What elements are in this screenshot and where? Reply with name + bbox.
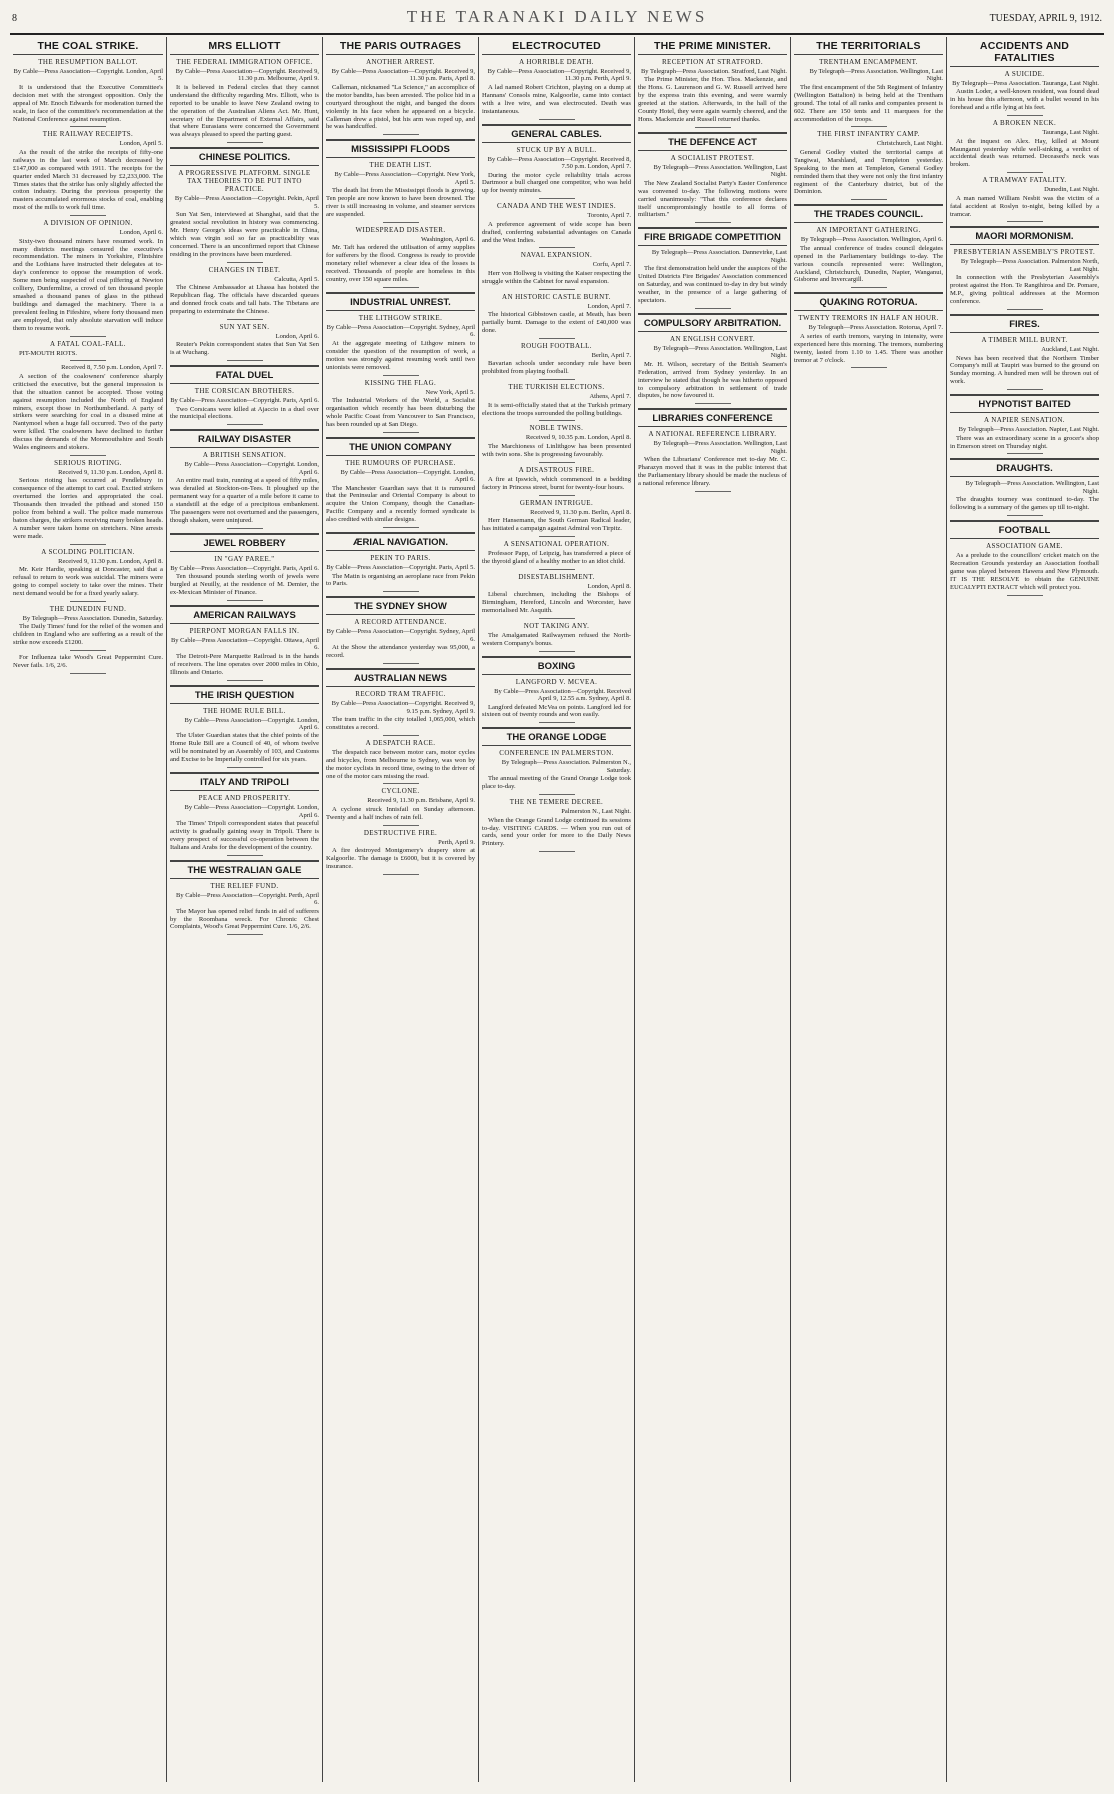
article-dateline: By Cable—Press Association—Copyright. Pekin, April 5.: [174, 195, 319, 210]
article-subheading: TWENTY TREMORS IN HALF AN HOUR.: [798, 314, 939, 323]
article-subheading: AN HISTORIC CASTLE BURNT.: [502, 292, 611, 301]
article-subheading: SERIOUS RIOTING.: [54, 458, 122, 467]
article-body: A section of the coalowners' conference sharply criticised the executive, but the general impression is that the situation cannot be accepted. Those voting against resumption included the North of England miners, except those in Northumberland. A party of strikers were searching for coal in a disused mine at Nantymoel when a huge fall occurred. Two of the party were killed. The coalowners have declined to further discuss the demands of the Monmouthshire and South Wales engineers and stokers.: [13, 372, 163, 452]
article-divider: [383, 222, 419, 223]
article-body: News has been received that the Northern Timber Company's mill at Taupiri was burned to the ground on Sunday morning. A hundred men will be thrown out of work.: [950, 354, 1099, 386]
article-dateline: Received 9, 10.35 p.m. London, April 8.: [525, 434, 631, 442]
article-dateline: By Telegraph—Press Association. Palmerston North, Last Night.: [960, 258, 1099, 273]
article-body: During the motor cycle reliability trials across Dartmoor a bull charged one competitor, who was held up for twenty minutes.: [482, 171, 631, 195]
article-subheading: CANADA AND THE WEST INDIES.: [496, 202, 617, 211]
article-dateline: By Cable—Press Association—Copyright. Paris, April 5.: [326, 564, 475, 572]
article-divider: [539, 851, 575, 852]
article-body: The Ulster Guardian states that the chief points of the Home Rule Bill are a Council of 40, of whom twelve will be nominated by an Assembly of 103, and Customs and Excise to be Imperially controlled for six years.: [170, 732, 319, 764]
article-subheading: LANGFORD V. MCVEA.: [515, 677, 598, 686]
newspaper-title: THE TARANAKI DAILY NEWS: [406, 7, 708, 26]
article-subheading: A DIVISION OF OPINION.: [43, 219, 133, 228]
article-divider: [70, 336, 106, 337]
article-divider: [1007, 515, 1043, 516]
newspaper-page: [10, 5, 1104, 1784]
article-divider: [539, 420, 575, 421]
article-dateline: By Cable—Press Association—Copyright. London, April 6.: [184, 716, 319, 731]
article-dateline: London, April 6.: [275, 332, 319, 340]
article-dateline: Dunedin, Last Night.: [1044, 186, 1099, 194]
article-subheading: THE NE TEMERE DECREE.: [509, 798, 604, 807]
article-subheading: NOBLE TWINS.: [529, 424, 584, 433]
article-subheading: KISSING THE FLAG.: [364, 378, 437, 387]
article-divider: [539, 722, 575, 723]
article-body: Two Corsicans were killed at Ajaccio in a duel over the municipal elections.: [170, 405, 319, 421]
article-body: The Industrial Workers of the World, a Socialist organisation which recently has been disturbing the whole Pacific Coast from Vancouver to San Francisco, has been rounded up at San Diego.: [326, 396, 475, 428]
section-heading: THE DEFENCE ACT: [638, 132, 787, 151]
article-body: In connection with the Presbyterian Assembly's protest against the Hon. Te Rangihiroa and Dr. Pomare, M.P., giving political addresses at the Mormon conference.: [950, 274, 1099, 306]
article-body: The Matin is organising an aeroplane race from Pekin to Paris.: [326, 572, 475, 588]
article-dateline: Berlin, April 7.: [591, 351, 631, 359]
section-heading: THE SYDNEY SHOW: [326, 596, 475, 615]
article-body: Bavarian schools under secondary rule have been prohibited from playing football.: [482, 360, 631, 376]
article-dateline: By Telegraph—Press Association. Rotorua, April 7.: [808, 324, 943, 332]
section-heading: COMPULSORY ARBITRATION.: [638, 313, 787, 332]
article-subheading: ROUGH FOOTBALL.: [521, 341, 592, 350]
article-body: A fire at Ipswich, which commenced in a bedding factory in Princess street, burnt for twenty-four hours.: [482, 475, 631, 491]
article-body: The Chinese Ambassador at Lhassa has hoisted the Republican flag. The officials have discarded queues and donned frock coats and tall hats. The Tibetans are preparing to exterminate the Chinese.: [170, 284, 319, 315]
article-dateline: By Telegraph—Press Association. Wellington, Last Night.: [653, 163, 787, 179]
article-subheading: A BROKEN NECK.: [992, 119, 1057, 128]
masthead: [10, 5, 1104, 35]
section-heading: THE TRADES COUNCIL.: [794, 204, 943, 223]
article-body: The tram traffic in the city totalled 1,065,000, which constitutes a record.: [326, 716, 475, 731]
article-divider: [695, 491, 731, 492]
section-heading: MAORI MORMONISM.: [950, 226, 1099, 245]
article-divider: [1007, 595, 1043, 596]
article-divider: [70, 126, 106, 127]
article-body: It is believed in Federal circles that they cannot understand the difficulty regarding Mrs. Elliott, who is reported to be unable to leave New Zealand owing to the operation of the Australian Aliens Act. Mr. Hunt, secretary of the Department of External Affairs, said that where Eurasians were concerned the Government was always pleased to speed the parting guest.: [170, 83, 319, 139]
article-divider: [383, 287, 419, 288]
article-subheading: A DISASTROUS FIRE.: [518, 465, 595, 474]
article-subheading: THE FIRST INFANTRY CAMP.: [817, 130, 920, 139]
article-subheading: THE DUNEDIN FUND.: [49, 604, 127, 613]
article-divider: [227, 528, 263, 529]
article-subheading: THE FEDERAL IMMIGRATION OFFICE.: [176, 58, 313, 66]
article-dateline: By Cable—Press Association—Copyright. Received 9, 9.15 p.m. Sydney, April 9.: [331, 700, 475, 715]
article-dateline: London, April 7.: [587, 302, 631, 310]
article-body: Professor Papp, of Leipzig, has transferred a piece of the thyroid gland of a healthy mother to an idiot child.: [482, 549, 631, 565]
article-divider: [539, 569, 575, 570]
article-subheading: A SCOLDING POLITICIAN.: [41, 547, 135, 556]
article-dateline: By Cable—Press Association—Copyright. Received 8, 7.50 p.m. London, April 7.: [487, 155, 631, 171]
section-heading: AMERICAN RAILWAYS: [170, 605, 319, 624]
issue-date: TUESDAY, APRIL 9, 1912.: [989, 13, 1102, 24]
article-subheading: DESTRUCTIVE FIRE.: [363, 828, 438, 837]
article-divider: [851, 287, 887, 288]
article-dateline: By Cable—Press Association—Copyright. Sydney, April 6.: [326, 628, 475, 643]
article-subheading: PRESBYTERIAN ASSEMBLY'S PROTEST.: [953, 248, 1096, 257]
article-divider: [383, 825, 419, 826]
article-dateline: Corfu, April 7.: [592, 261, 631, 269]
article-divider: [1007, 221, 1043, 222]
news-column: [790, 37, 946, 1782]
section-heading: FIRES.: [950, 314, 1099, 333]
article-body: An entire mail train, running at a speed of fifty miles, was derailed at Stockton-on-Tees. It ploughed up the permanent way for a quarter of a mile before it came to a standstill at the edge of a precipitous embankment. The passengers were not overturned and the passengers, though shaken, were uninjured.: [170, 477, 319, 524]
article-divider: [539, 338, 575, 339]
column-heading: THE COAL STRIKE.: [13, 37, 163, 55]
column-heading: THE PRIME MINISTER.: [638, 37, 787, 55]
article-body: Austin Loder, a well-known resident, was found dead in his house this afternoon, with a bullet wound in his forehead and a rifle lying at his feet.: [950, 88, 1099, 112]
column-heading: ACCIDENTS AND FATALITIES: [950, 37, 1099, 67]
article-divider: [695, 403, 731, 404]
article-body: A fire destroyed Montgomery's drapery store at Kalgoorlie. The damage is £6000, but it is covered by insurance.: [326, 847, 475, 871]
article-divider: [539, 651, 575, 652]
section-heading: LIBRARIES CONFERENCE: [638, 408, 787, 427]
article-dateline: Calcutta, April 5.: [274, 275, 319, 283]
article-body: Sixty-two thousand miners have resumed work. In many districts meetings censured the executive's recommendation. The miners in Yorkshire, Flintshire and the Lothians have instructed their delegates at to-day's conference to oppose the resumption of work. Some men being suspected of coal pilfering at Newton colliery, Dunfermline, a crowd of ten thousand people smashed a thousand panes of glass in the pithead buildings and damaged the machinery. There is a prevalent feeling in Fifeshire, where forty thousand men are employed, that only absolute starvation will induce them to resume work.: [13, 237, 163, 332]
article-dateline: By Telegraph—Press Association. Wellington, Last Night.: [809, 68, 943, 83]
article-dateline: Received 9, 11.30 p.m. Berlin, April 8.: [530, 508, 631, 516]
article-subheading: THE RAILWAY RECEIPTS.: [42, 130, 134, 139]
article-divider: [70, 455, 106, 456]
article-divider: [383, 432, 419, 433]
article-body: A series of earth tremors, varying in intensity, were experienced here this morning. The tremors, numbering twenty, lasted from 1.10 to 1.45. There was another tremor at 7 o'clock.: [794, 332, 943, 364]
section-heading: MISSISSIPPI FLOODS: [326, 139, 475, 158]
article-body: The first encampment of the 5th Regiment of Infantry (Wellington Battalion) is being held at the Trentham ground. The total of all ranks and companies present is 602. There are 150 tents and 11 marquees for the accommodation of the troops.: [794, 83, 943, 123]
section-heading: THE ORANGE LODGE: [482, 727, 631, 746]
article-subheading: A SENSATIONAL OPERATION.: [503, 539, 610, 548]
article-divider: [1007, 453, 1043, 454]
article-body: At the aggregate meeting of Lithgow miners to consider the question of the resumption of work, a motion was strongly against resuming work until two unionists were removed.: [326, 339, 475, 371]
article-subheading: A BRITISH SENSATION.: [202, 451, 287, 460]
article-body: The Amalgamated Railwaymen refused the North-western Company's bonus.: [482, 631, 631, 647]
article-subheading: THE RESUMPTION BALLOT.: [38, 58, 138, 66]
article-subheading: RECEPTION AT STRATFORD.: [661, 58, 764, 66]
article-body: The Detroit-Pere Marquette Railroad is in the hands of receivers. The line operates over 2000 miles in Ohio, Illinois and Ontario.: [170, 652, 319, 676]
article-dateline: By Cable—Press Association—Copyright. Ottawa, April 6.: [170, 636, 319, 652]
article-divider: [383, 591, 419, 592]
article-body: It is semi-officially stated that at the Turkish primary elections the troops surrounded the polling buildings.: [482, 401, 631, 417]
article-divider: [70, 544, 106, 545]
article-dateline: By Cable—Press Association—Copyright. Sydney, April 6.: [326, 323, 475, 339]
article-dateline: By Telegraph—Press Association. Dunedin, Saturday.: [22, 614, 163, 622]
article-dateline: By Telegraph—Press Association. Napier, Last Night.: [958, 426, 1099, 434]
section-heading: JEWEL ROBBERY: [170, 533, 319, 552]
article-subheading: A PROGRESSIVE PLATFORM. SINGLE TAX THEORIES TO BE PUT INTO PRACTICE.: [178, 169, 311, 194]
article-divider: [70, 650, 106, 651]
article-body: At the inquest on Alex. Hay, killed at Mount Maunganui yesterday while well-sinking, a verdict of accidental death was returned. Deceased's neck was broken.: [950, 137, 1099, 169]
article-dateline: Received 9, 11.30 p.m. London, April 8.: [58, 468, 163, 476]
section-heading: RAILWAY DISASTER: [170, 429, 319, 448]
article-subheading: THE LITHGOW STRIKE.: [358, 313, 443, 322]
article-subheading: A RECORD ATTENDANCE.: [354, 618, 447, 627]
article-subheading: THE RELIEF FUND.: [210, 881, 279, 890]
article-subheading: PEACE AND PROSPERITY.: [198, 794, 291, 803]
article-divider: [227, 855, 263, 856]
article-subheading: PIERPONT MORGAN FALLS IN.: [189, 626, 300, 635]
article-divider: [70, 673, 106, 674]
article-dateline: New York, April 5.: [425, 388, 475, 396]
article-dateline: By Cable—Press Association—Copyright. Received April 9, 12.55 a.m. Sydney, April 8.: [494, 687, 631, 703]
article-dateline: By Telegraph—Press Association. Palmerston N., Saturday.: [501, 759, 631, 774]
article-body: For Influenza take Wood's Great Peppermint Cure. Never fails. 1/6, 2/6.: [13, 653, 163, 669]
column-heading: THE PARIS OUTRAGES: [326, 37, 475, 55]
article-subheading: AN IMPORTANT GATHERING.: [816, 226, 921, 235]
article-divider: [383, 134, 419, 135]
article-divider: [70, 601, 106, 602]
article-dateline: By Cable—Press Association—Copyright. Paris, April 6.: [170, 397, 319, 405]
section-heading: FATAL DUEL: [170, 365, 319, 384]
article-dateline: By Telegraph—Press Association. Stratford, Last Night.: [640, 68, 787, 75]
article-subheading: A DESPATCH RACE.: [365, 738, 436, 747]
article-body: Mr. Keir Hardie, speaking at Doncaster, said that a refusal to return to work was suicidal. The miners were going to compel society to take over the mines. Their next demand would be for a fixed yearly salary.: [13, 566, 163, 597]
article-body: The Daily Times' fund for the relief of the women and children in England who are suffering as a result of the strike now exceeds £1200.: [13, 623, 163, 647]
news-column: [478, 37, 634, 1782]
article-divider: [227, 680, 263, 681]
article-divider: [383, 874, 419, 875]
article-divider: [539, 794, 575, 795]
section-heading: FIRE BRIGADE COMPETITION: [638, 227, 787, 246]
section-heading: GENERAL CABLES.: [482, 124, 631, 143]
article-body: General Godley visited the territorial camps at Tangiwai, Marshland, and Templeton yesterday. Speaking to the men at Templeton, General Godley reminded them that they were not only the first infantry regiment of the Canterbury district, but of the Dominion.: [794, 148, 943, 196]
article-body: Herr von Hollweg is visiting the Kaiser respecting the struggle within the Cabinet for naval expansion.: [482, 269, 631, 285]
article-dateline: By Cable—Press Association—Copyright. Received 9, 11.30 p.m. Melbourne, April 9.: [175, 68, 319, 83]
section-heading: INDUSTRIAL UNREST.: [326, 292, 475, 311]
article-dateline: By Cable—Press Association—Copyright. London, April 6.: [340, 468, 475, 484]
article-subheading: TRENTHAM ENCAMPMENT.: [819, 58, 918, 66]
article-dateline: Received 9, 11.30 p.m. London, April 8.: [58, 557, 163, 565]
article-divider: [227, 262, 263, 263]
article-body: Serious rioting has occurred at Pendlebury in consequence of the attempt to cart coal. Excited strikers overturned the lorries and appropriated the coal. Thousands then invaded the pithead and stoned 150 police from behind a wall. The police made numerous baton charges, the strikers receiving many broken heads. A number were taken home on stretchers. Nine arrests were made.: [13, 477, 163, 540]
section-heading: HYPNOTIST BAITED: [950, 394, 1099, 413]
article-divider: [539, 536, 575, 537]
article-dateline: London, April 8.: [587, 582, 631, 590]
article-divider: [539, 198, 575, 199]
article-subheading: THE TURKISH ELECTIONS.: [508, 383, 605, 392]
page-number: 8: [12, 13, 17, 24]
article-subheading: A SOCIALIST PROTEST.: [670, 153, 755, 162]
article-subheading: ANOTHER ARREST.: [366, 58, 435, 66]
article-divider: [1007, 309, 1043, 310]
article-divider: [383, 783, 419, 784]
article-dateline: Toronto, April 7.: [587, 212, 631, 220]
article-subheading: A NATIONAL REFERENCE LIBRARY.: [648, 430, 777, 439]
article-body: Calleman, nicknamed "La Science," an accomplice of the motor bandits, has been arrested. The police hid in a courtyard throughout the night, and banged the doors violently in his face when he appeared on a bicycle. Calleman drew a pistol, but his arm was roped up, and he was handcuffed.: [326, 83, 475, 131]
article-body: Liberal churchmen, including the Bishops of Birmingham, Hereford, Lincoln and Worcester, have memorialised Mr. Asquith.: [482, 591, 631, 614]
article-dateline: Received 8, 7.50 p.m. London, April 7.: [61, 364, 163, 372]
article-divider: [539, 495, 575, 496]
article-body: Ten thousand pounds sterling worth of jewels were burgled at Neuilly, at the residence of M. Demier, the ex-Mexican Minister of Finance.: [170, 573, 319, 596]
article-divider: [227, 934, 263, 935]
news-column: [946, 37, 1102, 1782]
article-subheading: RECORD TRAM TRAFFIC.: [355, 690, 446, 699]
article-dateline: Palmerston N., Last Night.: [561, 808, 631, 816]
article-subheading: WIDESPREAD DISASTER.: [355, 225, 446, 234]
article-divider: [539, 462, 575, 463]
article-dateline: London, April 5.: [119, 140, 163, 148]
article-subheading: AN ENGLISH CONVERT.: [669, 334, 756, 343]
section-heading: FOOTBALL: [950, 520, 1099, 539]
article-subheading: SUN YAT SEN.: [219, 322, 270, 331]
article-divider: [227, 600, 263, 601]
article-subheading: A NAPIER SENSATION.: [984, 416, 1065, 425]
article-dateline: London, April 6.: [119, 229, 163, 237]
section-heading: AUSTRALIAN NEWS: [326, 668, 475, 687]
article-dateline: Athens, April 7.: [589, 393, 631, 401]
article-body: The first demonstration held under the auspices of the United Districts Fire Brigades' Association commenced on Saturday, and was continued to-day in dry but windy weather, in the presence of a large gathering of spectators.: [638, 265, 787, 304]
article-body: The historical Gibbstown castle, at Meath, has been partially burnt. Damage to the extent of £40,000 was done.: [482, 311, 631, 334]
article-body: Mr. H. Wilson, secretary of the British Seamen's Federation, arrived from Sydney yesterday. In an interview he stated that though he was hitherto opposed to compulsory arbitration in settlement of trade disputes, he now favoured it.: [638, 360, 787, 400]
article-dateline: By Cable—Press Association—Copyright. Perth, April 6.: [176, 891, 319, 907]
article-divider: [539, 379, 575, 380]
article-subheading: NAVAL EXPANSION.: [520, 251, 593, 260]
article-divider: [227, 767, 263, 768]
section-heading: CHINESE POLITICS.: [170, 147, 319, 166]
article-divider: [383, 375, 419, 376]
article-body: PIT-MOUTH RIOTS.: [19, 349, 78, 357]
article-subheading: GERMAN INTRIGUE.: [519, 498, 594, 507]
article-subheading: DISESTABLISHMENT.: [518, 572, 595, 581]
article-divider: [383, 735, 419, 736]
article-subheading: IN "GAY PAREE.": [214, 554, 275, 563]
article-body: As a prelude to the councillors' cricket match on the Recreation Grounds yesterday an Association football game was played between Hawera and New Plymouth. IT IS THE RESOLVE to obtain the GENUINE EUCALYPTI EXTRACT which will protect you.: [950, 552, 1099, 591]
article-body: The draughts tourney was continued to-day. The following is a summary of the games up till to-night.: [950, 496, 1099, 512]
article-divider: [227, 319, 263, 320]
section-heading: ITALY AND TRIPOLI: [170, 772, 319, 791]
article-subheading: THE HOME RULE BILL.: [203, 706, 286, 715]
news-columns: [10, 37, 1104, 1782]
article-subheading: CYCLONE.: [381, 787, 420, 796]
section-heading: DRAUGHTS.: [950, 458, 1099, 477]
article-body: The New Zealand Socialist Party's Easter Conference was convened to-day. The following motions were carried unanimously: "That this conference declares itself uncompromisingly hostile to all forms of militarism.": [638, 179, 787, 219]
article-dateline: By Cable—Press Association—Copyright. London, April 5.: [13, 68, 163, 83]
article-body: The Times' Tripoli correspondent states that peaceful activity is gradually gaining sway in Tripoli. There is every prospect of successful co-operation between the Italians and Arabs for the development of the country.: [170, 820, 319, 851]
section-heading: THE WESTRALIAN GALE: [170, 860, 319, 879]
article-subheading: THE CORSICAN BROTHERS.: [194, 387, 295, 396]
article-body: A man named William Nesbit was the victim of a fatal accident at Roslyn to-night, being killed by a tramcar.: [950, 194, 1099, 218]
article-subheading: CHANGES IN TIBET.: [208, 265, 281, 274]
article-subheading: PEKIN TO PARIS.: [370, 554, 431, 563]
article-dateline: By Telegraph—Press Association. Wellington, Last Night.: [653, 344, 787, 360]
article-body: The despatch race between motor cars, motor cycles and bicycles, from Melbourne to Sydney, was won by the motor cyclists in record time, owing to the driver of one of the motor cars missing the road.: [326, 748, 475, 780]
article-subheading: THE DEATH LIST.: [369, 161, 432, 170]
article-subheading: THE RUMOURS OF PURCHASE.: [345, 458, 456, 467]
article-subheading: A TRAMWAY FATALITY.: [982, 176, 1067, 185]
article-body: When the Librarians' Conference met to-day Mr. C. Pharazyn moved that it was in the public interest that the Parliamentary library should be made the nucleus of a national reference library.: [638, 456, 787, 487]
article-body: Sun Yat Sen, interviewed at Shanghai, said that the greatest social revolution in history was commencing. Mr. Henry George's ideas were practicable in China, which was virgin soil so far as practicability was concerned. There is an unconfirmed report that Chinese residing in the provinces have been murdered.: [170, 211, 319, 258]
news-column: [322, 37, 478, 1782]
article-divider: [695, 308, 731, 309]
article-subheading: ASSOCIATION GAME.: [986, 542, 1063, 551]
article-divider: [383, 663, 419, 664]
article-dateline: By Telegraph—Press Association. Wellington, Last Night.: [653, 440, 787, 455]
article-divider: [539, 618, 575, 619]
article-dateline: Received 9, 11.30 p.m. Brisbane, April 9.: [367, 797, 475, 805]
article-body: Mr. Taft has ordered the utilisation of army supplies for sufferers by the flood. Congress is ready to provide monetary relief whenever a clear idea of the losses is received. Thousands of people are homeless in this country, over 150 square miles.: [326, 244, 475, 284]
section-heading: ÆRIAL NAVIGATION.: [326, 532, 475, 551]
article-subheading: A SUICIDE.: [1004, 70, 1045, 78]
article-body: The death list from the Mississippi floods is growing. Ten people are now known to have been drowned. The river is still increasing in volume, and steamer services are suspended.: [326, 187, 475, 219]
article-divider: [539, 119, 575, 120]
section-heading: THE IRISH QUESTION: [170, 685, 319, 704]
article-subheading: STUCK UP BY A BULL.: [516, 145, 597, 154]
article-dateline: By Cable—Press Association—Copyright. London, April 6.: [184, 804, 319, 819]
column-heading: MRS ELLIOTT: [170, 37, 319, 55]
article-body: The Marchioness of Linlithgow has been presented with twin sons. She is progressing favourably.: [482, 442, 631, 458]
article-dateline: By Cable—Press Association—Copyright. London, April 6.: [184, 461, 319, 476]
article-divider: [227, 424, 263, 425]
article-dateline: Perth, April 9.: [438, 838, 475, 846]
article-subheading: NOT TAKING ANY.: [523, 621, 590, 630]
column-heading: ELECTROCUTED: [482, 37, 631, 55]
news-column: [166, 37, 322, 1782]
section-heading: THE UNION COMPANY: [326, 437, 475, 456]
news-column: [634, 37, 790, 1782]
article-divider: [383, 527, 419, 528]
article-dateline: By Cable—Press Association—Copyright. Received 9, 11.30 p.m. Perth, April 9.: [487, 68, 631, 83]
article-body: A lad named Robert Crichton, playing on a dump at Hannans' Consols mine, Kalgoorlie, came into contact with a live wire, and was electrocuted. Death was instantaneous.: [482, 83, 631, 115]
article-body: The Mayor has opened relief funds in aid of sufferers by the Roombana wreck. For Chronic Chest Complaints, Wood's Great Peppermint Cure. 1/6, 2/6.: [170, 907, 319, 931]
article-divider: [539, 289, 575, 290]
article-subheading: CONFERENCE IN PALMERSTON.: [499, 749, 614, 758]
article-dateline: By Cable—Press Association—Copyright. Received 9, 11.30 p.m. Paris, April 8.: [331, 68, 475, 83]
article-subheading: A FATAL COAL-FALL.: [50, 339, 126, 348]
article-divider: [851, 367, 887, 368]
article-body: The Prime Minister, the Hon. Thos. Mackenzie, and the Hons. G. Laurenson and G. W. Russell arrived here by the express train this evening, and were warmly greeted at the station. Afterwards, in the hall of the County Hotel, they were again warmly cheered, and the Hons. Mackenzie and Russell returned thanks.: [638, 76, 787, 123]
column-heading: THE TERRITORIALS: [794, 37, 943, 55]
article-divider: [851, 199, 887, 200]
article-dateline: By Telegraph—Press Association. Dannevirke, Last Night.: [651, 249, 787, 264]
article-body: A cyclone struck Innisfail on Sunday afternoon. Twenty and a half inches of rain fell.: [326, 805, 475, 821]
article-body: The Manchester Guardian says that it is rumoured that the Peninsular and Oriental Company is about to acquire the Union Company, though the Canadian-Pacific Company and a recently formed syndicate is also credited with similar designs.: [326, 484, 475, 524]
article-subheading: A TIMBER MILL BURNT.: [981, 336, 1068, 345]
article-dateline: Washington, April 6.: [420, 235, 475, 243]
article-divider: [70, 215, 106, 216]
article-divider: [1007, 115, 1043, 116]
article-divider: [539, 247, 575, 248]
section-heading: QUAKING ROTORUA.: [794, 292, 943, 311]
article-dateline: By Cable—Press Association—Copyright. New York, April 5.: [334, 171, 475, 186]
article-body: There was an extraordinary scene in a grocer's shop in Emerson street on Thursday night.: [950, 434, 1099, 450]
article-dateline: By Telegraph—Press Association. Tauranga, Last Night.: [952, 80, 1099, 87]
article-dateline: By Telegraph—Press Association. Wellington, April 6.: [800, 236, 943, 244]
article-divider: [851, 126, 887, 127]
article-body: Langford defeated McVea on points. Langford led for sixteen out of twenty rounds and won easily.: [482, 703, 631, 719]
article-body: It is understood that the Executive Committee's decision met with the strongest opposition. Only the appeal of Mr. Enoch Edwards for moderation turned the scale, in face of the committee's recommendation at the National Conference against resumption.: [13, 83, 163, 123]
article-dateline: By Cable—Press Association—Copyright. Paris, April 6.: [170, 564, 319, 572]
article-body: At the Show the attendance yesterday was 95,000, a record.: [326, 644, 475, 660]
article-divider: [227, 360, 263, 361]
section-heading: BOXING: [482, 656, 631, 675]
article-body: A preference agreement of wide scope has been drafted, conferring substantial advantages on Canada and the West Indies.: [482, 220, 631, 244]
article-dateline: Tauranga, Last Night.: [1042, 129, 1099, 137]
article-divider: [227, 142, 263, 143]
article-divider: [1007, 389, 1043, 390]
article-body: Herr Hansemann, the South German Radical leader, has initiated a campaign against Admiral von Tirpitz.: [482, 517, 631, 532]
article-body: As the result of the strike the receipts of fifty-one railways in the last week of March decreased by £147,000 as compared with 1911. The receipts for the quarter ended March 31 decreased by £2,233,000. The Times states that the strike has only slightly affected the cotton industry. During the previous prosperity the masters accumulated enormous stocks of coal, enabling most of the mills to work full time.: [13, 148, 163, 212]
article-divider: [1007, 172, 1043, 173]
article-body: When the Orange Grand Lodge continued its sessions to-day. VISITING CARDS. — When you run out of cards, send your order for more to the Daily News Printery.: [482, 816, 631, 848]
article-body: Reuter's Pekin correspondent states that Sun Yat Sen is at Wuchang.: [170, 341, 319, 357]
article-divider: [695, 222, 731, 223]
article-dateline: By Telegraph—Press Association. Wellington, Last Night.: [965, 480, 1099, 495]
article-body: The annual meeting of the Grand Orange Lodge took place to-day.: [482, 775, 631, 791]
article-subheading: A HORRIBLE DEATH.: [519, 58, 594, 66]
article-dateline: Auckland, Last Night.: [1041, 346, 1099, 354]
news-column: [10, 37, 166, 1782]
article-body: The annual conference of trades council delegates opened in the Parliamentary buildings to-day. The various councils represented were: Wellington, Auckland, Christchurch, Dunedin, Napier, Wanganui, Gisborne and Invercargill.: [794, 244, 943, 284]
article-dateline: Christchurch, Last Night.: [876, 140, 943, 148]
article-divider: [70, 360, 106, 361]
article-divider: [695, 127, 731, 128]
